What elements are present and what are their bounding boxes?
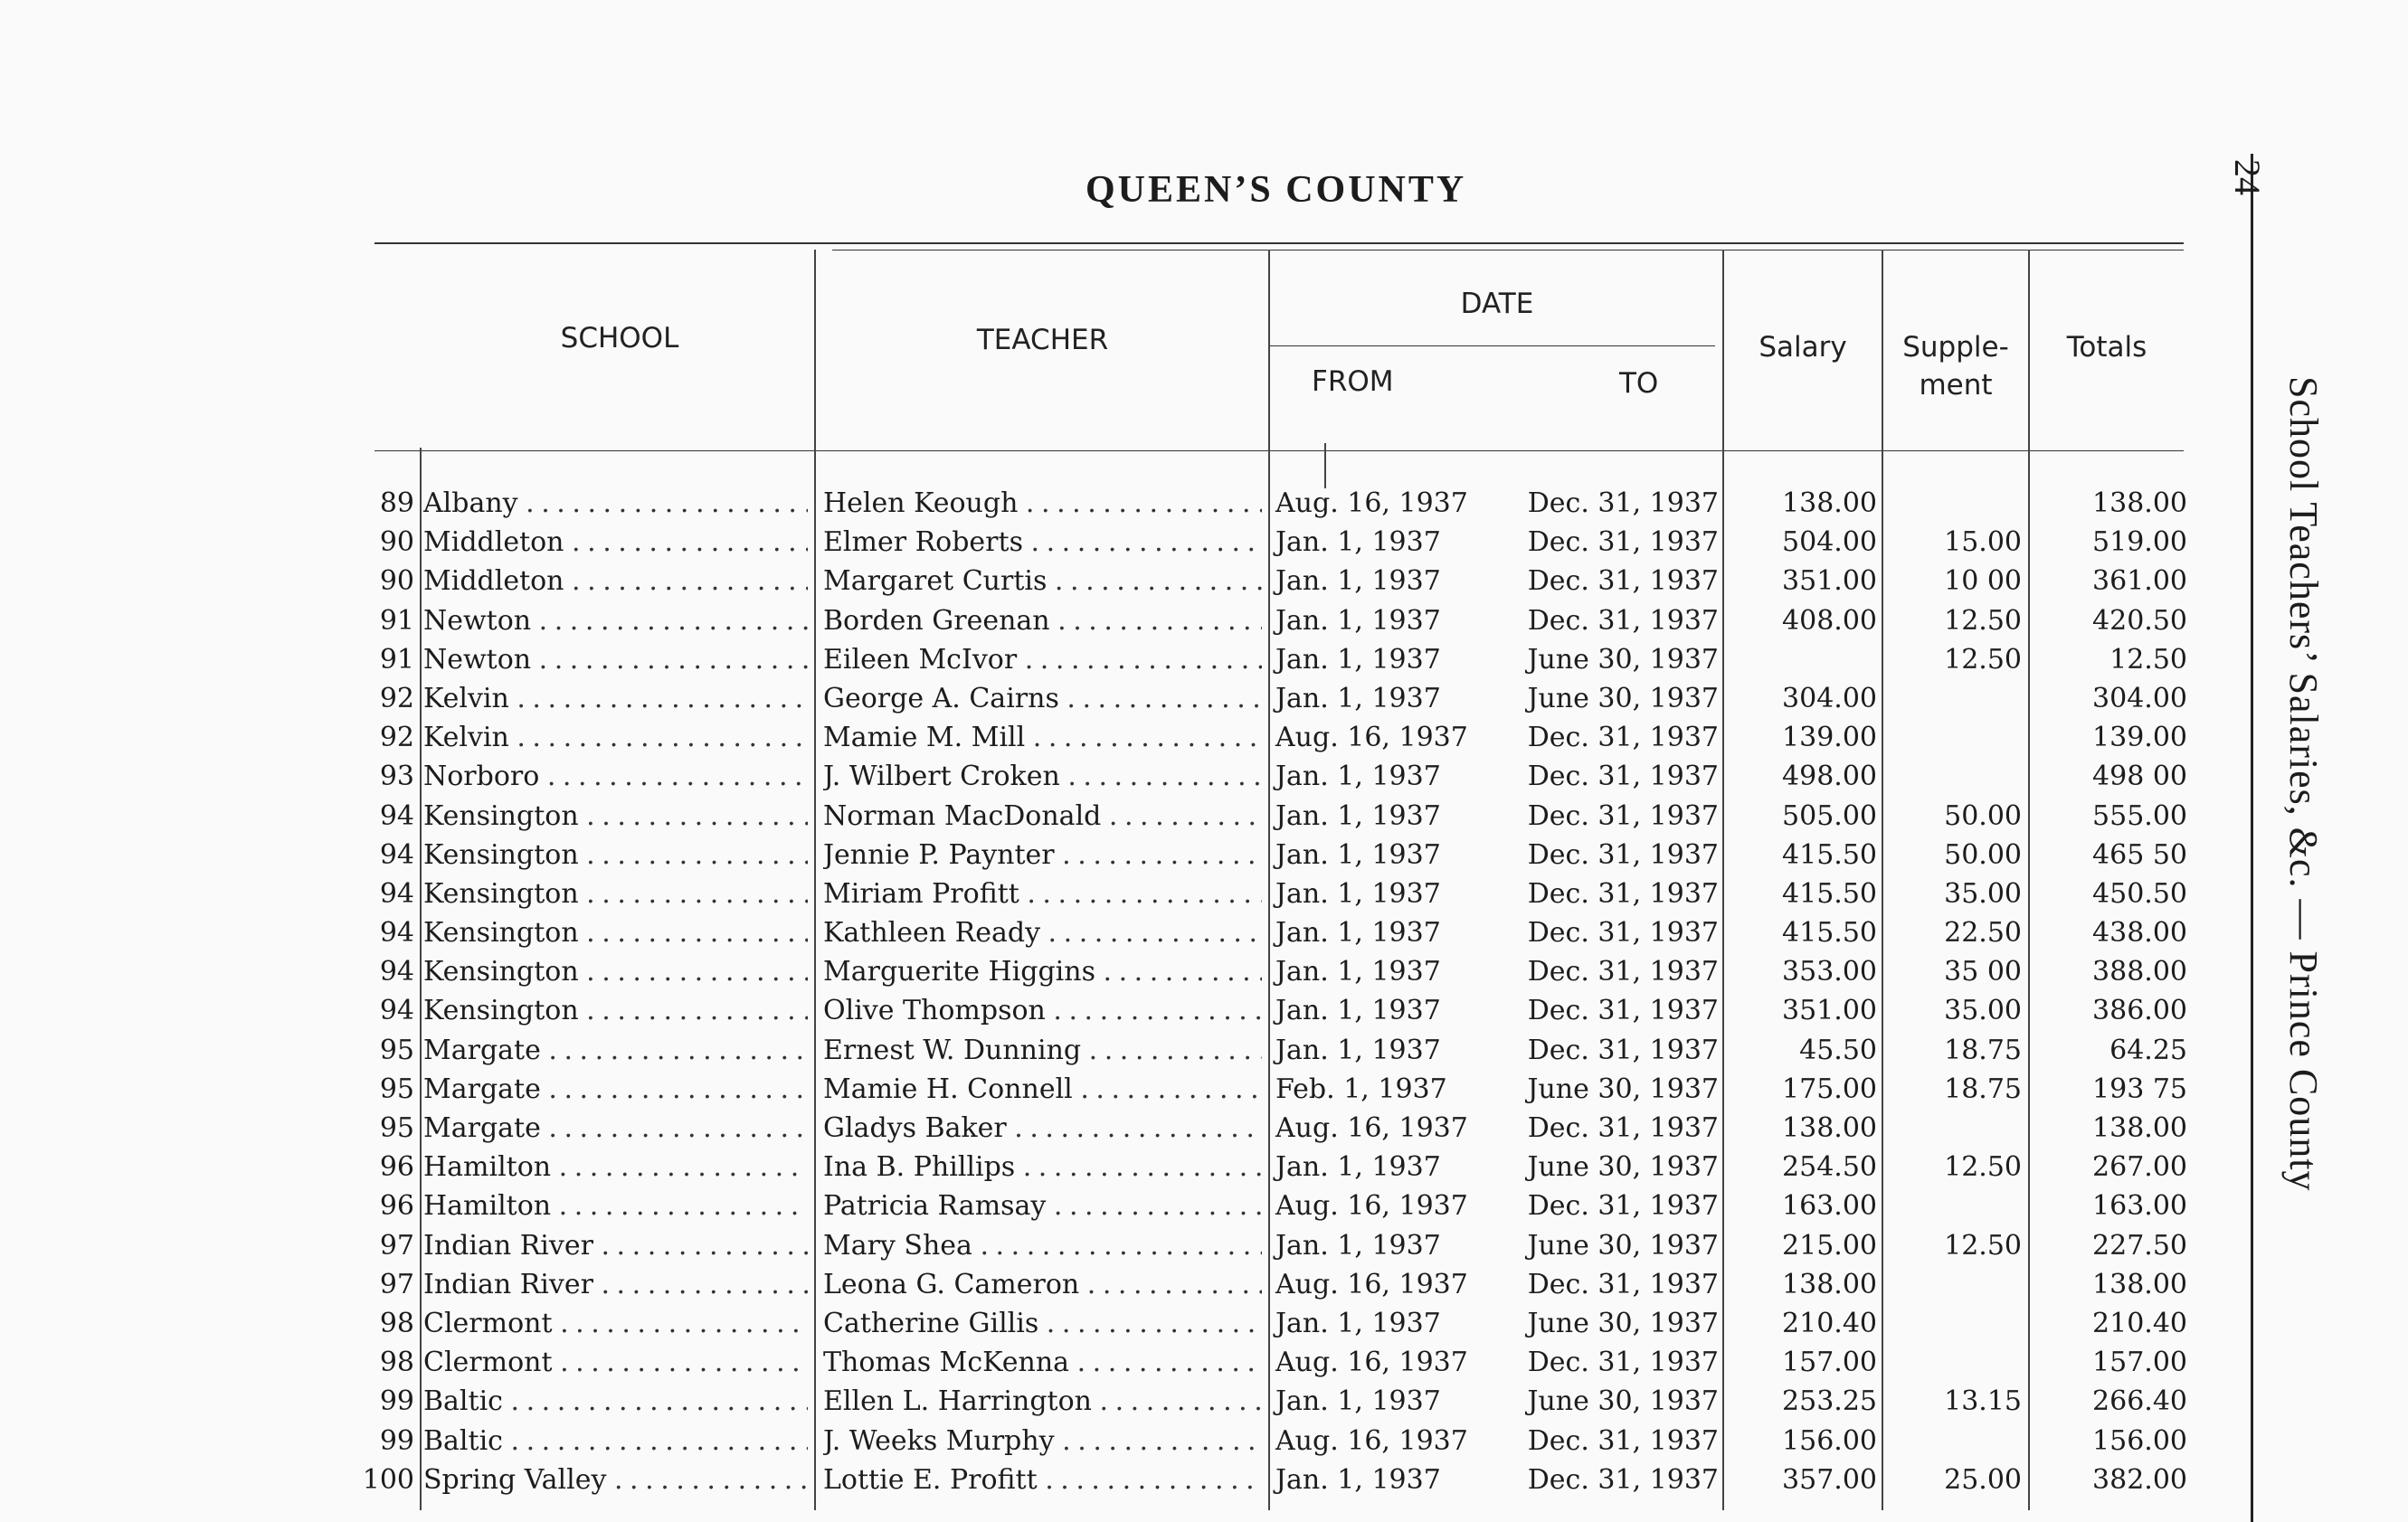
- header-salary: Salary: [1759, 331, 1847, 364]
- teacher-name: George A. Cairns . . .: [823, 679, 1262, 718]
- salary-cell: 157.00: [1782, 1347, 1877, 1379]
- total-cell: 138.00: [2092, 1112, 2187, 1144]
- row-number: 100: [362, 1463, 414, 1496]
- date-to: Dec. 31, 1937: [1527, 1034, 1719, 1066]
- row-number: 92: [379, 682, 414, 714]
- table-row: [0, 1070, 2216, 1109]
- top-rule: [374, 242, 2184, 244]
- date-from: Jan. 1, 1937: [1275, 1151, 1441, 1184]
- school-name: Newton . . .: [423, 640, 808, 679]
- table-row: [0, 1422, 2216, 1461]
- salary-cell: 408.00: [1782, 604, 1877, 637]
- teacher-name: Thomas McKenna . . .: [823, 1343, 1262, 1382]
- school-name: Spring Valley . . .: [423, 1461, 808, 1499]
- total-cell: 555.00: [2092, 799, 2187, 832]
- teacher-name: Marguerite Higgins . . .: [823, 952, 1262, 991]
- table-row: [0, 836, 2216, 874]
- date-from: Jan. 1, 1937: [1275, 877, 1441, 910]
- date-to: June 30, 1937: [1527, 1229, 1719, 1262]
- total-cell: 138.00: [2092, 487, 2187, 519]
- date-to: Dec. 31, 1937: [1527, 917, 1719, 950]
- supplement-cell: 50.00: [1944, 838, 2022, 871]
- table-row: [0, 874, 2216, 913]
- teacher-name: Eileen McIvor . . .: [823, 640, 1262, 679]
- school-name: Clermont . . .: [423, 1304, 808, 1343]
- school-name: Kensington . . .: [423, 797, 808, 836]
- salary-table: [0, 484, 2216, 1499]
- page-edge-rule: [2251, 154, 2253, 1522]
- date-to: Dec. 31, 1937: [1527, 1268, 1719, 1300]
- date-to: Dec. 31, 1937: [1527, 956, 1719, 988]
- school-name: Baltic . . .: [423, 1382, 808, 1421]
- supplement-cell: 18.75: [1944, 1034, 2022, 1066]
- teacher-name: Miriam Profitt . . .: [823, 874, 1262, 913]
- school-name: Margate . . .: [423, 1070, 808, 1109]
- header-to: TO: [1619, 367, 1659, 400]
- table-row: [0, 952, 2216, 991]
- header-date: DATE: [1460, 288, 1534, 320]
- teacher-name: J. Wilbert Croken . . .: [823, 757, 1262, 796]
- salary-cell: 504.00: [1782, 526, 1877, 559]
- date-from: Jan. 1, 1937: [1275, 1229, 1441, 1262]
- table-row: [0, 679, 2216, 718]
- salary-cell: 415.50: [1782, 877, 1877, 910]
- col-divider: [1324, 443, 1326, 488]
- date-to: Dec. 31, 1937: [1527, 799, 1719, 832]
- table-row: [0, 640, 2216, 679]
- total-cell: 519.00: [2092, 526, 2187, 559]
- teacher-name: Margaret Curtis . . .: [823, 562, 1262, 600]
- date-to: Dec. 31, 1937: [1527, 1463, 1719, 1496]
- total-cell: 361.00: [2092, 565, 2187, 598]
- teacher-name: Borden Greenan . . .: [823, 601, 1262, 640]
- school-name: Kelvin . . .: [423, 679, 808, 718]
- total-cell: 420.50: [2092, 604, 2187, 637]
- salary-cell: 505.00: [1782, 799, 1877, 832]
- total-cell: 267.00: [2092, 1151, 2187, 1184]
- teacher-name: J. Weeks Murphy . . .: [823, 1422, 1262, 1461]
- row-number: 96: [379, 1190, 414, 1223]
- teacher-name: Helen Keough . . .: [823, 484, 1262, 523]
- table-row: [0, 1148, 2216, 1186]
- top-rule-2: [832, 250, 2184, 251]
- total-cell: 227.50: [2092, 1229, 2187, 1262]
- supplement-cell: 15.00: [1944, 526, 2022, 559]
- total-cell: 64.25: [2109, 1034, 2187, 1066]
- salary-cell: 415.50: [1782, 917, 1877, 950]
- date-to: Dec. 31, 1937: [1527, 995, 1719, 1027]
- school-name: Hamilton . . .: [423, 1148, 808, 1186]
- school-name: Kensington . . .: [423, 836, 808, 874]
- date-from: Aug. 16, 1937: [1275, 1268, 1468, 1300]
- date-from: Aug. 16, 1937: [1275, 1424, 1468, 1457]
- header-supplement-2: ment: [1919, 369, 1993, 402]
- teacher-name: Mary Shea . . .: [823, 1226, 1262, 1265]
- school-name: Indian River . . .: [423, 1265, 808, 1304]
- table-row: [0, 1461, 2216, 1499]
- teacher-name: Norman MacDonald . . .: [823, 797, 1262, 836]
- running-head: School Teachers’ Salaries, &c. — Prince County: [2281, 376, 2326, 1192]
- table-row: [0, 718, 2216, 757]
- row-number: 94: [379, 995, 414, 1027]
- row-number: 94: [379, 799, 414, 832]
- date-to: Dec. 31, 1937: [1527, 722, 1719, 754]
- salary-cell: 210.40: [1782, 1307, 1877, 1339]
- date-to: June 30, 1937: [1527, 1307, 1719, 1339]
- date-from: Jan. 1, 1937: [1275, 604, 1441, 637]
- header-from: FROM: [1312, 365, 1394, 398]
- date-to: Dec. 31, 1937: [1527, 604, 1719, 637]
- row-number: 96: [379, 1151, 414, 1184]
- school-name: Margate . . .: [423, 1031, 808, 1070]
- row-number: 94: [379, 956, 414, 988]
- salary-cell: 304.00: [1782, 682, 1877, 714]
- salary-cell: 351.00: [1782, 995, 1877, 1027]
- total-cell: 139.00: [2092, 722, 2187, 754]
- date-to: June 30, 1937: [1527, 1073, 1719, 1105]
- page-title: QUEEN’S COUNTY: [1085, 169, 1467, 211]
- row-number: 95: [379, 1034, 414, 1066]
- header-school: SCHOOL: [560, 322, 679, 355]
- teacher-name: Mamie M. Mill . . .: [823, 718, 1262, 757]
- school-name: Newton . . .: [423, 601, 808, 640]
- total-cell: 266.40: [2092, 1385, 2187, 1418]
- teacher-name: Leona G. Cameron . . .: [823, 1265, 1262, 1304]
- table-row: [0, 1031, 2216, 1070]
- table-row: [0, 484, 2216, 523]
- date-to: Dec. 31, 1937: [1527, 877, 1719, 910]
- date-from: Jan. 1, 1937: [1275, 917, 1441, 950]
- supplement-cell: 10 00: [1944, 565, 2022, 598]
- date-from: Aug. 16, 1937: [1275, 722, 1468, 754]
- teacher-name: Elmer Roberts . . .: [823, 523, 1262, 562]
- row-number: 94: [379, 877, 414, 910]
- salary-cell: 163.00: [1782, 1190, 1877, 1223]
- row-number: 95: [379, 1073, 414, 1105]
- school-name: Kensington . . .: [423, 991, 808, 1030]
- date-from: Jan. 1, 1937: [1275, 643, 1441, 676]
- page-number: 24: [2227, 159, 2268, 195]
- total-cell: 465 50: [2092, 838, 2187, 871]
- date-from: Jan. 1, 1937: [1275, 526, 1441, 559]
- salary-cell: 175.00: [1782, 1073, 1877, 1105]
- supplement-cell: 12.50: [1944, 604, 2022, 637]
- salary-cell: 138.00: [1782, 1268, 1877, 1300]
- supplement-cell: 35.00: [1944, 877, 2022, 910]
- salary-cell: 353.00: [1782, 956, 1877, 988]
- date-to: Dec. 31, 1937: [1527, 1347, 1719, 1379]
- total-cell: 163.00: [2092, 1190, 2187, 1223]
- table-row: [0, 797, 2216, 836]
- header-totals: Totals: [2066, 331, 2147, 364]
- salary-cell: 254.50: [1782, 1151, 1877, 1184]
- school-name: Margate . . .: [423, 1109, 808, 1148]
- row-number: 94: [379, 917, 414, 950]
- salary-cell: 215.00: [1782, 1229, 1877, 1262]
- row-number: 92: [379, 722, 414, 754]
- total-cell: 138.00: [2092, 1268, 2187, 1300]
- supplement-cell: 18.75: [1944, 1073, 2022, 1105]
- date-to: Dec. 31, 1937: [1527, 487, 1719, 519]
- total-cell: 438.00: [2092, 917, 2187, 950]
- row-number: 90: [379, 565, 414, 598]
- table-row: [0, 1382, 2216, 1421]
- date-from: Jan. 1, 1937: [1275, 956, 1441, 988]
- row-number: 99: [379, 1385, 414, 1418]
- date-to: June 30, 1937: [1527, 682, 1719, 714]
- salary-cell: 156.00: [1782, 1424, 1877, 1457]
- salary-cell: 357.00: [1782, 1463, 1877, 1496]
- teacher-name: Lottie E. Profitt . . .: [823, 1461, 1262, 1499]
- row-number: 99: [379, 1424, 414, 1457]
- table-row: [0, 1186, 2216, 1225]
- supplement-cell: 13.15: [1944, 1385, 2022, 1418]
- total-cell: 210.40: [2092, 1307, 2187, 1339]
- date-to: Dec. 31, 1937: [1527, 761, 1719, 793]
- table-row: [0, 1109, 2216, 1148]
- total-cell: 386.00: [2092, 995, 2187, 1027]
- total-cell: 12.50: [2109, 643, 2187, 676]
- school-name: Clermont . . .: [423, 1343, 808, 1382]
- row-number: 94: [379, 838, 414, 871]
- date-from: Feb. 1, 1937: [1275, 1073, 1447, 1105]
- date-from: Jan. 1, 1937: [1275, 1385, 1441, 1418]
- table-row: [0, 1343, 2216, 1382]
- header-supplement-1: Supple-: [1902, 331, 2009, 364]
- date-from: Aug. 16, 1937: [1275, 1112, 1468, 1144]
- date-to: Dec. 31, 1937: [1527, 838, 1719, 871]
- table-row: [0, 1265, 2216, 1304]
- table-row: [0, 913, 2216, 952]
- row-number: 97: [379, 1229, 414, 1262]
- date-from: Jan. 1, 1937: [1275, 565, 1441, 598]
- school-name: Kelvin . . .: [423, 718, 808, 757]
- salary-cell: 138.00: [1782, 1112, 1877, 1144]
- teacher-name: Ina B. Phillips . . .: [823, 1148, 1262, 1186]
- supplement-cell: 12.50: [1944, 1151, 2022, 1184]
- school-name: Middleton . . .: [423, 523, 808, 562]
- row-number: 93: [379, 761, 414, 793]
- date-to: June 30, 1937: [1527, 1151, 1719, 1184]
- school-name: Norboro . . .: [423, 757, 808, 796]
- table-row: [0, 523, 2216, 562]
- date-from: Jan. 1, 1937: [1275, 838, 1441, 871]
- row-number: 95: [379, 1112, 414, 1144]
- teacher-name: Ernest W. Dunning . . .: [823, 1031, 1262, 1070]
- date-from: Aug. 16, 1937: [1275, 1190, 1468, 1223]
- total-cell: 382.00: [2092, 1463, 2187, 1496]
- row-number: 90: [379, 526, 414, 559]
- header-bottom-rule: [374, 450, 2184, 451]
- date-to: June 30, 1937: [1527, 1385, 1719, 1418]
- salary-cell: 415.50: [1782, 838, 1877, 871]
- row-number: 89: [379, 487, 414, 519]
- table-row: [0, 1226, 2216, 1265]
- supplement-cell: 25.00: [1944, 1463, 2022, 1496]
- total-cell: 193 75: [2092, 1073, 2187, 1105]
- table-row: [0, 757, 2216, 796]
- row-number: 98: [379, 1307, 414, 1339]
- teacher-name: Olive Thompson . . .: [823, 991, 1262, 1030]
- table-row: [0, 1304, 2216, 1343]
- date-to: Dec. 31, 1937: [1527, 526, 1719, 559]
- date-from: Jan. 1, 1937: [1275, 682, 1441, 714]
- teacher-name: Jennie P. Paynter . . .: [823, 836, 1262, 874]
- header-teacher: TEACHER: [976, 324, 1109, 356]
- school-name: Indian River . . .: [423, 1226, 808, 1265]
- date-to: Dec. 31, 1937: [1527, 1190, 1719, 1223]
- total-cell: 304.00: [2092, 682, 2187, 714]
- date-from: Jan. 1, 1937: [1275, 1307, 1441, 1339]
- salary-cell: 351.00: [1782, 565, 1877, 598]
- teacher-name: Patricia Ramsay . . .: [823, 1186, 1262, 1225]
- salary-cell: 45.50: [1799, 1034, 1877, 1066]
- date-from: Jan. 1, 1937: [1275, 799, 1441, 832]
- teacher-name: Mamie H. Connell . . .: [823, 1070, 1262, 1109]
- row-number: 91: [379, 643, 414, 676]
- row-number: 97: [379, 1268, 414, 1300]
- total-cell: 450.50: [2092, 877, 2187, 910]
- date-to: Dec. 31, 1937: [1527, 1424, 1719, 1457]
- date-to: June 30, 1937: [1527, 643, 1719, 676]
- table-row: [0, 601, 2216, 640]
- teacher-name: Kathleen Ready . . .: [823, 913, 1262, 952]
- date-to: Dec. 31, 1937: [1527, 565, 1719, 598]
- school-name: Baltic . . .: [423, 1422, 808, 1461]
- school-name: Kensington . . .: [423, 913, 808, 952]
- date-from: Jan. 1, 1937: [1275, 1463, 1441, 1496]
- school-name: Hamilton . . .: [423, 1186, 808, 1225]
- supplement-cell: 12.50: [1944, 643, 2022, 676]
- table-row: [0, 562, 2216, 600]
- school-name: Kensington . . .: [423, 952, 808, 991]
- supplement-cell: 50.00: [1944, 799, 2022, 832]
- school-name: Kensington . . .: [423, 874, 808, 913]
- total-cell: 156.00: [2092, 1424, 2187, 1457]
- date-to: Dec. 31, 1937: [1527, 1112, 1719, 1144]
- supplement-cell: 35 00: [1944, 956, 2022, 988]
- supplement-cell: 35.00: [1944, 995, 2022, 1027]
- total-cell: 388.00: [2092, 956, 2187, 988]
- date-from: Jan. 1, 1937: [1275, 995, 1441, 1027]
- teacher-name: Gladys Baker . . .: [823, 1109, 1262, 1148]
- supplement-cell: 22.50: [1944, 917, 2022, 950]
- school-name: Middleton . . .: [423, 562, 808, 600]
- date-from: Aug. 16, 1937: [1275, 1347, 1468, 1379]
- supplement-cell: 12.50: [1944, 1229, 2022, 1262]
- date-from: Jan. 1, 1937: [1275, 761, 1441, 793]
- salary-cell: 138.00: [1782, 487, 1877, 519]
- row-number: 98: [379, 1347, 414, 1379]
- table-row: [0, 991, 2216, 1030]
- salary-cell: 498.00: [1782, 761, 1877, 793]
- teacher-name: Catherine Gillis . . .: [823, 1304, 1262, 1343]
- total-cell: 157.00: [2092, 1347, 2187, 1379]
- salary-cell: 253.25: [1782, 1385, 1877, 1418]
- school-name: Albany . . .: [423, 484, 808, 523]
- date-from: Jan. 1, 1937: [1275, 1034, 1441, 1066]
- row-number: 91: [379, 604, 414, 637]
- salary-cell: 139.00: [1782, 722, 1877, 754]
- total-cell: 498 00: [2092, 761, 2187, 793]
- date-divider: [1268, 345, 1715, 346]
- teacher-name: Ellen L. Harrington . . .: [823, 1382, 1262, 1421]
- date-from: Aug. 16, 1937: [1275, 487, 1468, 519]
